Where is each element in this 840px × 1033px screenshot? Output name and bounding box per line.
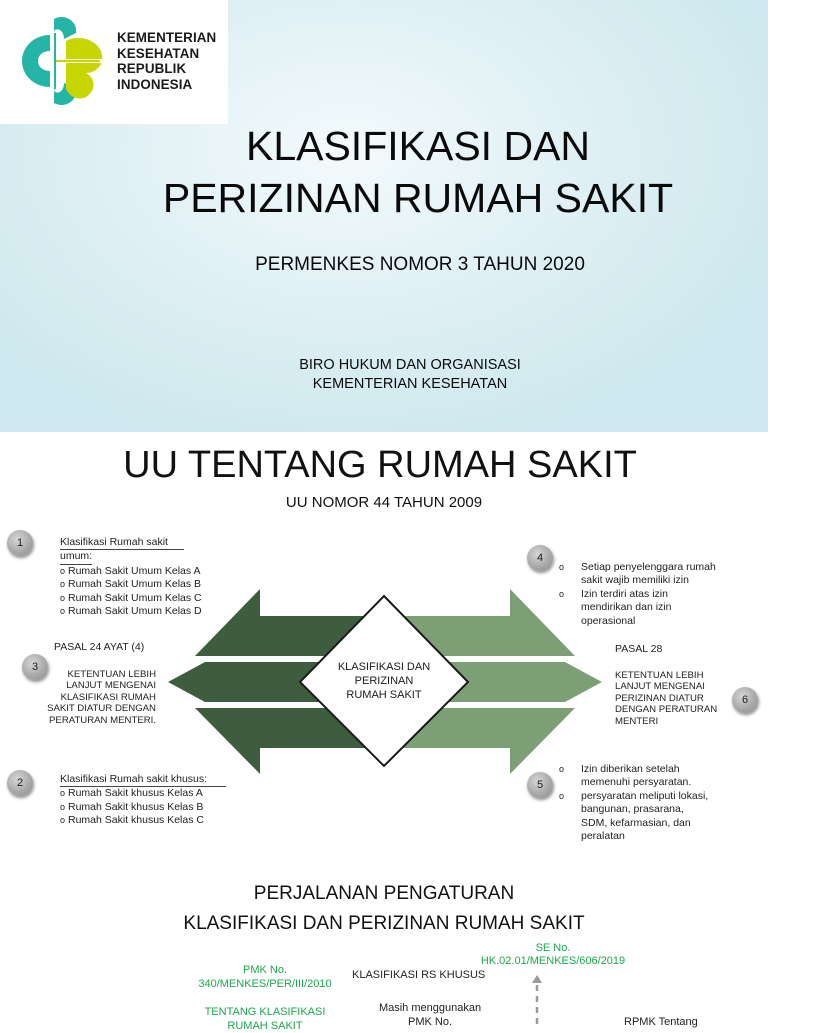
item4-text-line: o Setiap penyelenggara rumah xyxy=(581,561,759,574)
item1-list-item: o Rumah Sakit Umum Kelas C xyxy=(60,592,220,605)
center-label-line-1: KLASIFIKASI DAN xyxy=(312,660,456,674)
item1-list-item: o Rumah Sakit Umum Kelas D xyxy=(60,605,220,618)
item2-heading: Klasifikasi Rumah sakit khusus: xyxy=(60,773,226,787)
badge-4: 4 xyxy=(527,545,553,571)
center-label xyxy=(312,660,456,702)
item1-heading-line-2: umum: xyxy=(60,550,92,564)
tentang-line-1: TENTANG KLASIFIKASI xyxy=(190,1006,340,1020)
logo-text xyxy=(117,30,216,92)
item2-list-item: o Rumah Sakit khusus Kelas B xyxy=(60,801,230,814)
masih-line-1: Masih menggunakan xyxy=(360,1002,500,1016)
item4-text-line: o Izin terdiri atas izin xyxy=(581,588,759,601)
item1-list-item: o Rumah Sakit Umum Kelas A xyxy=(60,565,220,578)
item6-line-2: LANJUT MENGENAI xyxy=(615,681,735,692)
slide1-subtitle: PERMENKES NOMOR 3 TAHUN 2020 xyxy=(0,254,840,276)
item1-list xyxy=(60,565,220,619)
slide1-organization xyxy=(0,356,820,394)
item3-line-5: PERATURAN MENTERI. xyxy=(40,715,156,726)
item1-list-item: o Rumah Sakit Umum Kelas B xyxy=(60,578,220,591)
masih-line-2: PMK No. xyxy=(360,1016,500,1030)
logo-line-3: REPUBLIK xyxy=(117,61,216,77)
item5-list xyxy=(559,763,764,843)
kemenkes-logo-icon xyxy=(20,15,106,107)
tentang-line-2: RUMAH SAKIT xyxy=(190,1020,340,1033)
uu-slide xyxy=(0,432,768,865)
pmk-line-2: 340/MENKES/PER/III/2010 xyxy=(188,978,342,992)
badge-3: 3 xyxy=(22,654,48,680)
item6-line-4: DENGAN PERATURAN xyxy=(615,704,735,715)
slide2-subtitle: UU NOMOR 44 TAHUN 2009 xyxy=(0,494,768,511)
item5-block xyxy=(559,763,764,843)
slide1-title xyxy=(0,120,836,224)
badge-1: 1 xyxy=(7,530,33,556)
item4-text-line: operasional xyxy=(581,615,759,628)
badge-5: 5 xyxy=(527,772,553,798)
item3-line-1: KETENTUAN LEBIH xyxy=(40,669,156,680)
item3-line-4: SAKIT DIATUR DENGAN xyxy=(40,703,156,714)
logo-line-4: INDONESIA xyxy=(117,77,216,93)
rpmk-label: RPMK Tentang xyxy=(624,1016,698,1028)
se-label xyxy=(470,942,636,967)
item6-text xyxy=(615,670,735,727)
klasifikasi-khusus-label: KLASIFIKASI RS KHUSUS xyxy=(352,969,485,981)
item3-text xyxy=(40,669,156,726)
item3-line-3: KLASIFIKASI RUMAH xyxy=(40,692,156,703)
item4-list xyxy=(559,561,759,628)
tentang-label xyxy=(190,1006,340,1033)
item5-text-line: o Izin diberikan setelah xyxy=(581,763,764,776)
item2-block xyxy=(60,773,230,828)
item3-label: PASAL 24 AYAT (4) xyxy=(54,641,144,654)
logo-panel xyxy=(0,0,228,124)
item5-list-item xyxy=(559,790,764,844)
se-line-2: HK.02.01/MENKES/606/2019 xyxy=(470,955,636,968)
item4-block xyxy=(559,561,759,628)
item2-list-item: o Rumah Sakit khusus Kelas C xyxy=(60,814,230,827)
timeline-slide xyxy=(0,865,768,1024)
item6-label: PASAL 28 xyxy=(615,643,662,656)
item4-list-item xyxy=(559,588,759,628)
title-slide xyxy=(0,0,768,432)
pmk-label xyxy=(188,964,342,991)
slide3-title xyxy=(0,879,768,939)
slide1-org-line-1: BIRO HUKUM DAN ORGANISASI xyxy=(0,356,820,375)
slide3-title-line-1: PERJALANAN PENGATURAN xyxy=(0,879,768,909)
masih-label xyxy=(360,1002,500,1029)
item5-list-item xyxy=(559,763,764,790)
item4-list-item xyxy=(559,561,759,588)
item5-text-line: o persyaratan meliputi lokasi, xyxy=(581,790,764,803)
item2-list-item: o Rumah Sakit khusus Kelas A xyxy=(60,787,230,800)
item5-text-line: bangunan, prasarana, xyxy=(581,803,764,816)
item1-heading-line-1: Klasifikasi Rumah sakit xyxy=(60,536,184,550)
item4-text-line: mendirikan dan izin xyxy=(581,601,759,614)
slide1-title-line-1: KLASIFIKASI DAN xyxy=(0,120,836,172)
item4-text-line: sakit wajib memiliki izin xyxy=(581,574,759,587)
badge-6: 6 xyxy=(732,687,758,713)
item5-text-line: memenuhi persyaratan. xyxy=(581,776,764,789)
se-line-1: SE No. xyxy=(470,942,636,955)
center-label-line-2: PERIZINAN xyxy=(312,674,456,688)
item2-list xyxy=(60,787,230,827)
item6-line-3: PERIZINAN DIATUR xyxy=(615,693,735,704)
pmk-line-1: PMK No. xyxy=(188,964,342,978)
item5-text-line: SDM, kefarmasian, dan xyxy=(581,817,764,830)
badge-2: 2 xyxy=(7,770,33,796)
item6-line-1: KETENTUAN LEBIH xyxy=(615,670,735,681)
item5-text-line: peralatan xyxy=(581,830,764,843)
item6-line-5: MENTERI xyxy=(615,716,735,727)
dashed-arrow-connector xyxy=(530,973,544,1024)
logo-line-2: KESEHATAN xyxy=(117,46,216,62)
slide1-title-line-2: PERIZINAN RUMAH SAKIT xyxy=(0,172,836,224)
slide3-title-line-2: KLASIFIKASI DAN PERIZINAN RUMAH SAKIT xyxy=(0,909,768,939)
slide2-title: UU TENTANG RUMAH SAKIT xyxy=(0,444,760,487)
logo-line-1: KEMENTERIAN xyxy=(117,30,216,46)
item1-block xyxy=(60,536,220,618)
slide1-org-line-2: KEMENTERIAN KESEHATAN xyxy=(0,375,820,394)
center-label-line-3: RUMAH SAKIT xyxy=(312,688,456,702)
item3-line-2: LANJUT MENGENAI xyxy=(40,680,156,691)
